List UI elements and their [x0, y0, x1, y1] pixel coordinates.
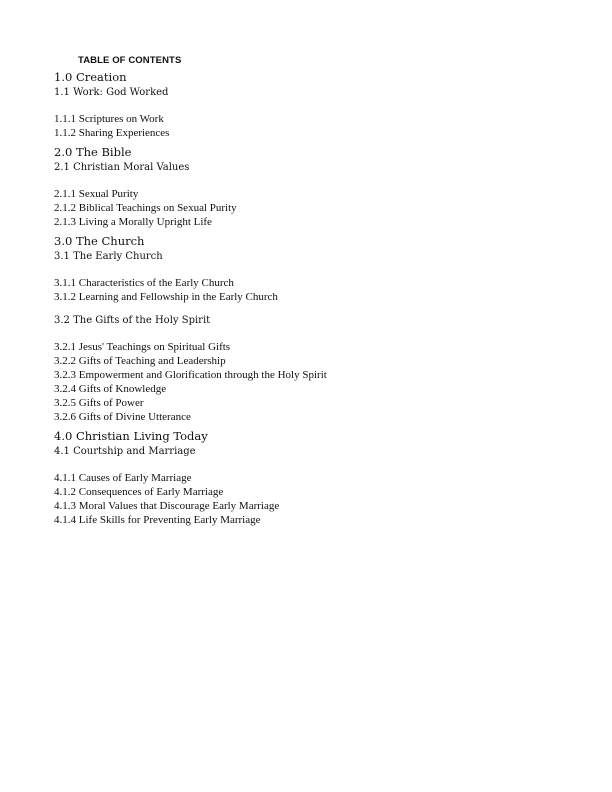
toc-chapter: 4.0 Christian Living Today: [54, 429, 208, 443]
toc-subsection: 3.1.2 Learning and Fellowship in the Early Church: [54, 291, 278, 303]
toc-subsection: 2.1.1 Sexual Purity: [54, 188, 139, 200]
toc-subsection: 2.1.2 Biblical Teachings on Sexual Purity: [54, 202, 237, 214]
toc-subsection-list: [54, 187, 574, 229]
toc-subsection: 1.1.2 Sharing Experiences: [54, 127, 170, 139]
toc-section: 3.2 The Gifts of the Holy Spirit: [54, 315, 211, 326]
toc-subsection: 4.1.4 Life Skills for Preventing Early Marriage: [54, 514, 261, 526]
toc-section: 4.1 Courtship and Marriage: [54, 446, 196, 457]
toc-section: 2.1 Christian Moral Values: [54, 162, 190, 173]
toc-section: 1.1 Work: God Worked: [54, 87, 169, 98]
toc-subsection: 3.2.1 Jesus' Teachings on Spiritual Gifts: [54, 341, 231, 353]
toc-chapter: 3.0 The Church: [54, 234, 145, 248]
toc-subsection: 3.2.5 Gifts of Power: [54, 397, 144, 409]
toc-subsection-list: [54, 276, 574, 304]
toc-subsection: 4.1.2 Consequences of Early Marriage: [54, 486, 224, 498]
toc-section: 3.1 The Early Church: [54, 251, 163, 262]
toc-subsection: 3.2.6 Gifts of Divine Utterance: [54, 411, 191, 423]
toc-subsection-list: [54, 112, 574, 140]
toc-subsection: 3.2.4 Gifts of Knowledge: [54, 383, 167, 395]
toc-subsection: 3.1.1 Characteristics of the Early Church: [54, 277, 234, 289]
toc-subsection-list: [54, 471, 574, 527]
toc-subsection: 1.1.1 Scriptures on Work: [54, 113, 164, 125]
toc-subsection: 2.1.3 Living a Morally Upright Life: [54, 216, 212, 228]
toc-heading: TABLE OF CONTENTS: [78, 55, 182, 66]
toc-subsection: 3.2.2 Gifts of Teaching and Leadership: [54, 355, 226, 367]
toc-subsection: 4.1.3 Moral Values that Discourage Early Marriage: [54, 500, 280, 512]
toc-subsection-list: [54, 340, 574, 424]
toc-subsection: 4.1.1 Causes of Early Marriage: [54, 472, 192, 484]
toc-chapter: 1.0 Creation: [54, 70, 127, 84]
toc-chapter: 2.0 The Bible: [54, 145, 132, 159]
toc-subsection: 3.2.3 Empowerment and Glorification through the Holy Spirit: [54, 369, 327, 381]
toc-list: [54, 70, 574, 527]
table-of-contents: [54, 55, 574, 527]
